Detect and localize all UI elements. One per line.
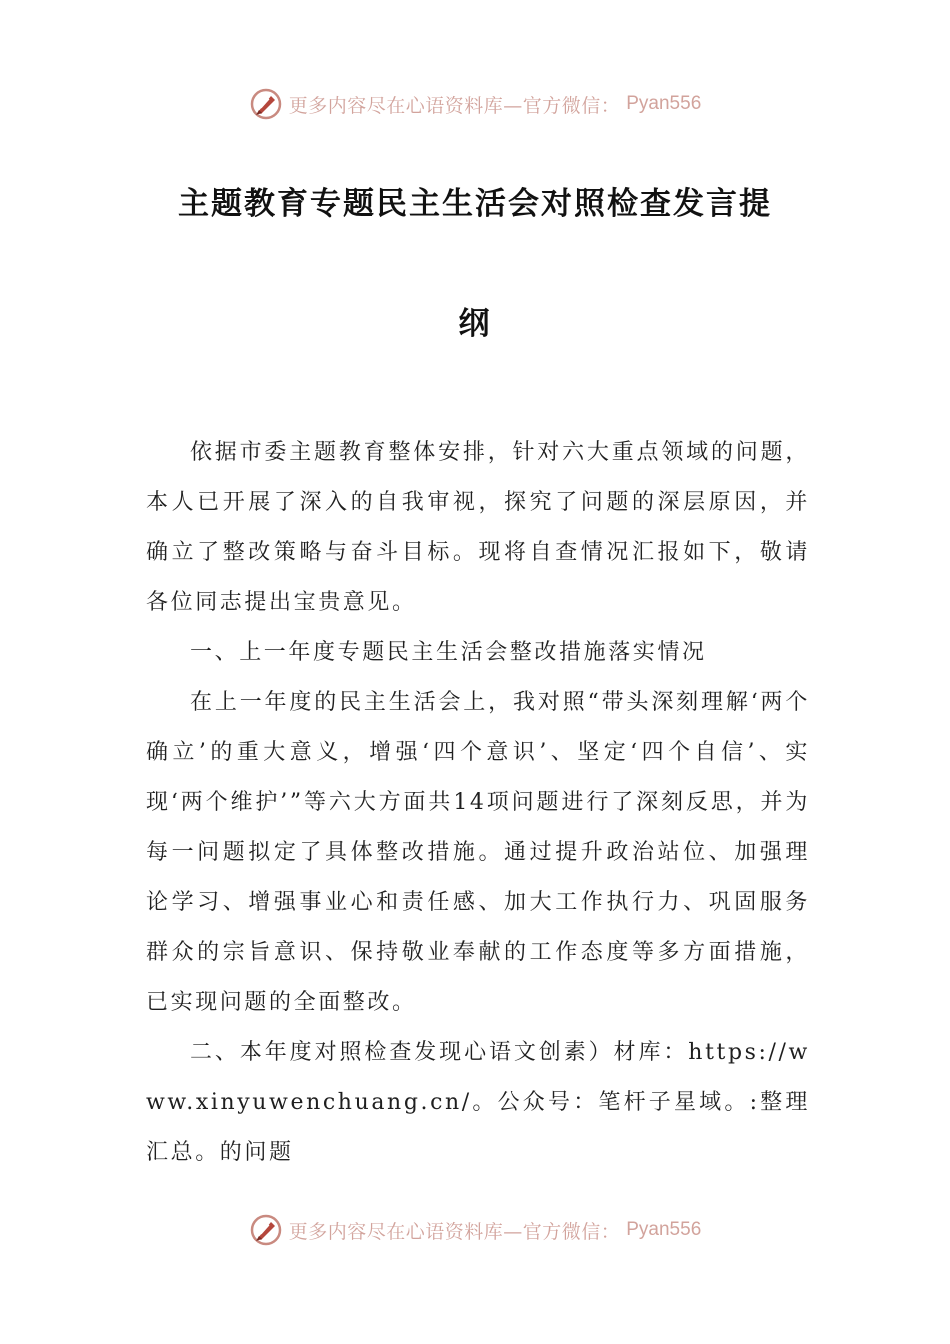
watermark-text: 更多内容尽在心语资料库—官方微信：: [288, 94, 621, 117]
document-title-line-1: 主题教育专题民主生活会对照检查发言提: [178, 186, 772, 222]
watermark-wechat-id: Pyan556: [626, 1219, 702, 1240]
pen-nib-circle-icon: [249, 1213, 283, 1247]
section-heading-2: 二、本年度对照检查发现心语文创素）材库：https://www.xinyuwenchuang.cn/。公众号：笔杆子星域。:整理汇总。的问题: [146, 1040, 810, 1165]
section-heading-1: 一、上一年度专题民主生活会整改措施落实情况: [190, 640, 707, 665]
paragraph-intro: 依据市委主题教育整体安排，针对六大重点领域的问题，本人已开展了深入的自我审视，探究了问题的深层原因，并确立了整改策略与奋斗目标。现将自查情况汇报如下，敬请各位同志提出宝贵意见。: [146, 440, 810, 615]
watermark-wechat-id: Pyan556: [626, 93, 702, 114]
document-title-line-2: 纲: [458, 306, 492, 342]
pen-nib-circle-icon: [249, 87, 283, 121]
paragraph-section-1: 在上一年度的民主生活会上，我对照“带头深刻理解‘两个确立’的重大意义，增强‘四个意识’、坚定‘四个自信’、实现‘两个维护’”等六大方面共14项问题进行了深刻反思，并为每一问题拟定了具体整改措施。通过提升政治站位、加强理论学习、增强事业心和责任感、加大工作执行力、巩固服务群众的宗旨意识、保持敬业奉献的工作态度等多方面措施，已实现问题的全面整改。: [146, 690, 810, 1015]
watermark-footer: [0, 1210, 950, 1250]
watermark-header: [0, 84, 950, 124]
document-body: [146, 428, 810, 1178]
watermark-text: 更多内容尽在心语资料库—官方微信：: [288, 1220, 621, 1243]
